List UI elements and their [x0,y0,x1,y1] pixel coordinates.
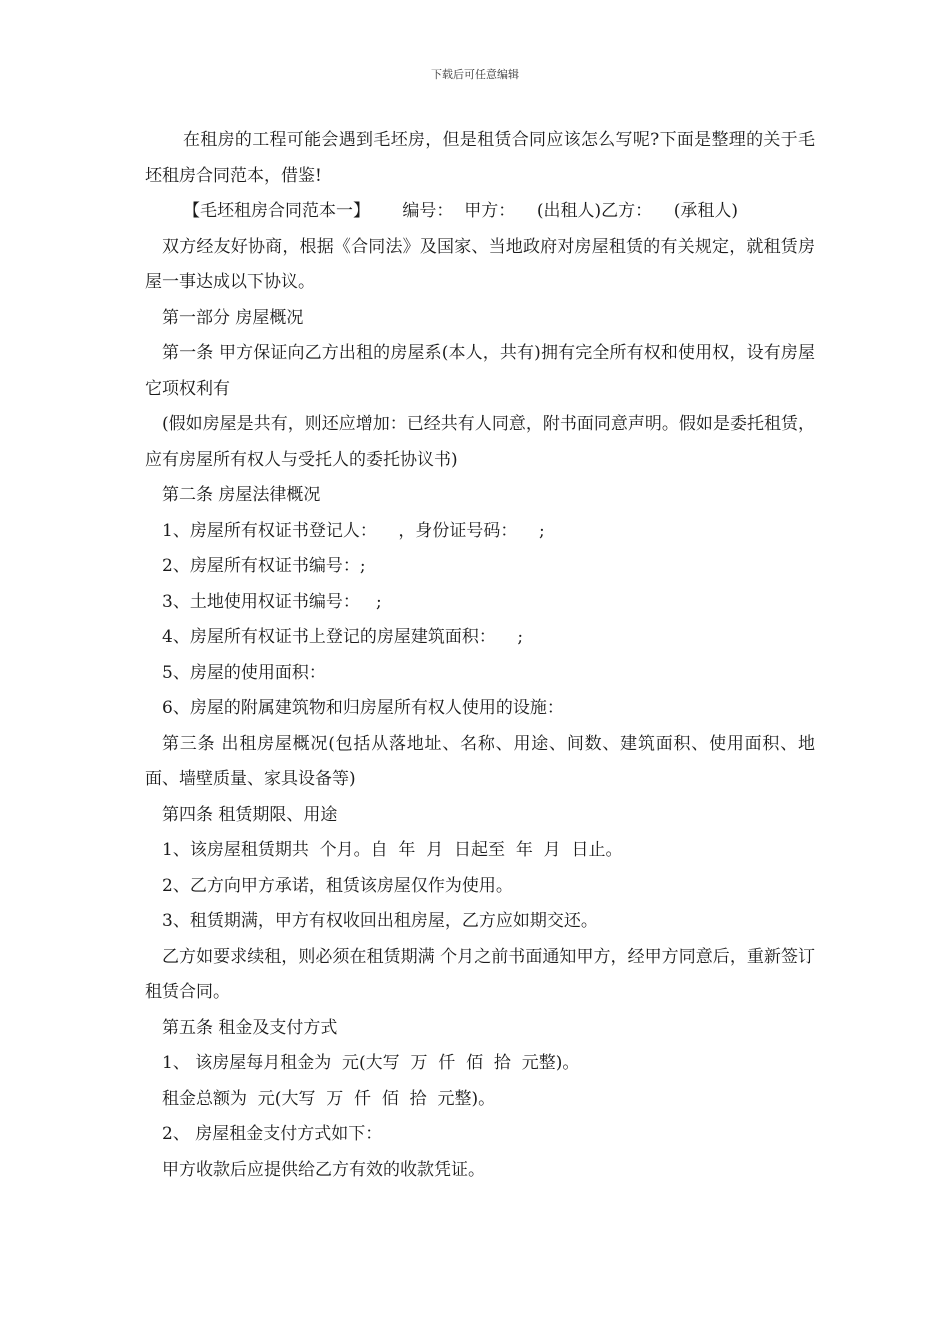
article-one-note: (假如房屋是共有，则还应增加：已经共有人同意，附书面同意声明。假如是委托租赁，应有房屋所有权人与受托人的委托协议书) [145,414,815,470]
page-header: 下载后可任意编辑 [431,68,519,81]
list-item: 1、房屋所有权证书登记人： ，身份证号码： ; [162,520,545,541]
article-three: 第三条 出租房屋概况(包括从落地址、名称、用途、间数、建筑面积、使用面积、地面、墙壁质量、家具设备等) [145,733,815,789]
intro-paragraph: 在租房的工程可能会遇到毛坯房，但是租赁合同应该怎么写呢?下面是整理的关于毛坯租房合同范本，借鉴! [145,130,815,186]
renewal-paragraph: 乙方如要求续租，则必须在租赁期满 个月之前书面通知甲方，经甲方同意后，重新签订租赁合同。 [145,946,815,1002]
list-item: 2、房屋所有权证书编号：; [162,556,366,576]
list-item: 1、 该房屋每月租金为 元(大写 万 仟 佰 拾 元整)。 [162,1053,580,1073]
agreement-paragraph: 双方经友好协商，根据《合同法》及国家、当地政府对房屋租赁的有关规定，就租赁房屋一事达成以下协议。 [145,236,815,292]
document-body [145,123,815,1188]
part-one-heading: 第一部分 房屋概况 [162,307,304,328]
receipt-line: 甲方收款后应提供给乙方有效的收款凭证。 [162,1159,485,1180]
list-item: 1、该房屋租赁期共 个月。自 年 月 日起至 年 月 日止。 [162,840,623,860]
list-item: 6、房屋的附属建筑物和归房屋所有权人使用的设施： [162,698,564,718]
contract-title-line: 【毛坯租房合同范本一】 编号： 甲方： (出租人)乙方： (承租人) [183,201,738,221]
article-five-heading: 第五条 租金及支付方式 [162,1017,338,1038]
rent-total-line: 租金总额为 元(大写 万 仟 佰 拾 元整)。 [162,1088,496,1109]
list-item: 5、房屋的使用面积： [162,662,326,683]
article-two-heading: 第二条 房屋法律概况 [162,485,321,505]
list-item: 3、租赁期满，甲方有权收回出租房屋，乙方应如期交还。 [162,911,598,931]
list-item: 4、房屋所有权证书上登记的房屋建筑面积： ; [162,627,524,647]
article-one: 第一条 甲方保证向乙方出租的房屋系(本人，共有)拥有完全所有权和使用权，设有房屋它项权利有 [145,343,815,399]
article-four-heading: 第四条 租赁期限、用途 [162,804,338,825]
list-item: 2、 房屋租金支付方式如下： [162,1124,383,1144]
list-item: 3、土地使用权证书编号： ; [162,591,382,612]
list-item: 2、乙方向甲方承诺，租赁该房屋仅作为使用。 [162,875,513,896]
